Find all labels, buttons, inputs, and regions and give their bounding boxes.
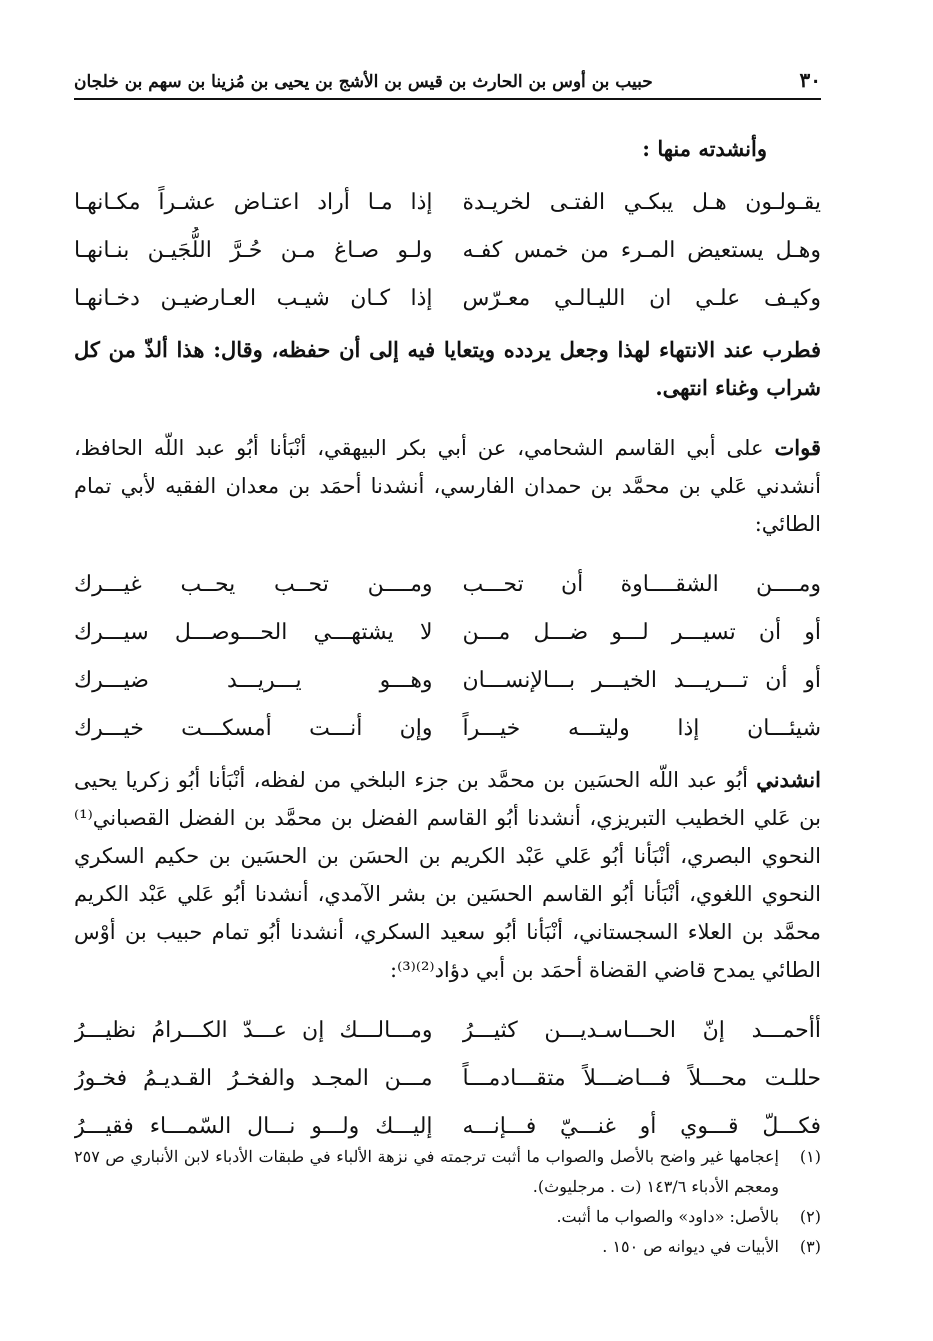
first-hemistich: وكيـف علـي ان الليـالـي معـرّس [462,286,821,311]
first-hemistich: يقـولـون هـل يبكـي الفتـى لخريـدة [462,190,821,215]
footnote [74,1232,821,1262]
footnote [74,1202,821,1232]
poem-2 [74,561,821,753]
verse [74,561,821,609]
paragraph-lead-word: قوات [774,435,821,460]
second-hemistich: ولـو صـاغ مـن حُـرَّ اللُّجَيـن بنـانهـا [74,238,433,263]
second-hemistich: مـــن المجـد والفخـرُ القـديـمُ فخـورُ [74,1066,433,1091]
footnote-number: (٣) [799,1237,821,1256]
footnote-number: (١) [799,1147,821,1166]
poem-1 [74,179,821,323]
first-hemistich: أو أن تسيـــر لـــو ضـــل مـــن [462,620,821,645]
verse [74,179,821,227]
verse [74,657,821,705]
footnote [74,1142,821,1202]
first-hemistich: حللـت محـــلاً فـــاضـــلاً متقـــادمـــاً [462,1066,821,1091]
verse [74,1055,821,1103]
running-title: حبيب بن أوس بن الحارث بن قيس بن الأشج بن يحيى بن مُزينا بن سهم بن خلجان [74,72,653,92]
second-hemistich: إذا كـان شيـب العـارضيـن دخـانهـا [74,286,433,311]
second-hemistich: لا يشتهـــي الحـــوصـــل سيـــرك [74,620,433,645]
footnote-text: بالأصل: «داود» والصواب ما أثبت. [556,1207,779,1226]
first-hemistich: شيئـــان إذا وليتـــه خيـــراً [462,716,821,741]
verse [74,227,821,275]
first-hemistich: ومــــن الشقــــاوة أن تحـــب [462,572,821,597]
footnotes [74,1142,821,1262]
second-hemistich: ومــــن تحــب يحــب غيـــرك [74,572,433,597]
first-hemistich: أو أن تـــريـــد الخيـــر بـــالإنســـان [462,668,821,693]
first-hemistich: وهـل يستعيض المـرء من خمس كفـه [462,238,821,263]
verse [74,275,821,323]
poem-3 [74,1007,821,1151]
second-hemistich: ومـــالـــك إن عـــدّ الكـــرامُ نظيـــرُ [74,1018,433,1043]
verse [74,705,821,753]
second-hemistich: إذا مـا أراد اعتـاض عشـراً مكـانهـا [74,190,433,215]
paragraph-3 [74,761,821,989]
intro-line: وأنشدته منها : [642,136,767,161]
footnote-text: إعجامها غير واضح بالأصل والصواب ما أثبت ترجمته في نزهة الألباء في طبقات الأدباء لابن الأنباري ص ٢٥٧ ومعجم الأدباء ١٤٣/٦ (ت . مرجليوث). [74,1147,779,1196]
paragraph-text: أبُو عبد اللّه الحسَين بن محمَّد بن جزء البلخي من لفظه، أنْبَأنا أبُو زكريا يحيى بن عَلي الخطيب التبريزي، أنشدنا أبُو القاسم الفضل بن محمَّد بن الفضل القصباني⁽¹⁾ النحوي البصري، أنْبَأنا أبُو عَلي عَبْد الكريم بن الحسَن بن الحسَين بن حكيم السكري النحوي اللغوي، أنْبَأنا أبُو القاسم الحسَين بن بشر الآمدي، أنشدنا أبُو عَلي عَبْد الكريم محمَّد بن العلاء السجستاني، أنْبَأنا أبُو سعيد السكري، أنشدنا أبُو تمام حبيب بن أوْس الطائي يمدح قاضي القضاة أحمَد بن أبي دؤاد⁽²⁾⁽³⁾: [74,768,821,982]
first-hemistich: فكـــلّ قـــوي أو غنـــيّ فـــإنـــه [462,1114,821,1139]
verse [74,609,821,657]
second-hemistich: وإن أنـــت أمسكـــت خيـــرك [74,716,433,741]
verse [74,1007,821,1055]
footnote-text: الأبيات في ديوانه ص ١٥٠ . [602,1237,779,1256]
paragraph-text: على أبي القاسم الشحامي، عن أبي بكر البيهقي، أنْبَأنا أبُو عبد اللّه الحافظ، أنشدني عَلي بن محمَّد بن حمدان الفارسي، أنشدنا أحمَد بن معدان الفقيه لأبي تمام الطائي: [74,436,821,536]
paragraph-2 [74,429,821,543]
paragraph-1: فطرب عند الانتهاء لهذا وجعل يردده ويتعايا فيه إلى أن حفظه، وقال: هذا ألذّ من كل شراب وغناء انتهى. [74,337,821,400]
page-number: ٣٠ [799,68,821,92]
footnote-number: (٢) [799,1207,821,1226]
first-hemistich: أأحمـــد إنّ الحـــاسـديـــن كثيـــرُ [462,1018,821,1043]
second-hemistich: وهـــو يـــريـــد ضيـــرك [74,668,433,693]
paragraph-lead-word: انشدني [756,767,821,792]
page-header [74,68,821,100]
second-hemistich: إليـــك ولـــو نـــال السّمـــاء فقيـــرُ [74,1114,433,1139]
